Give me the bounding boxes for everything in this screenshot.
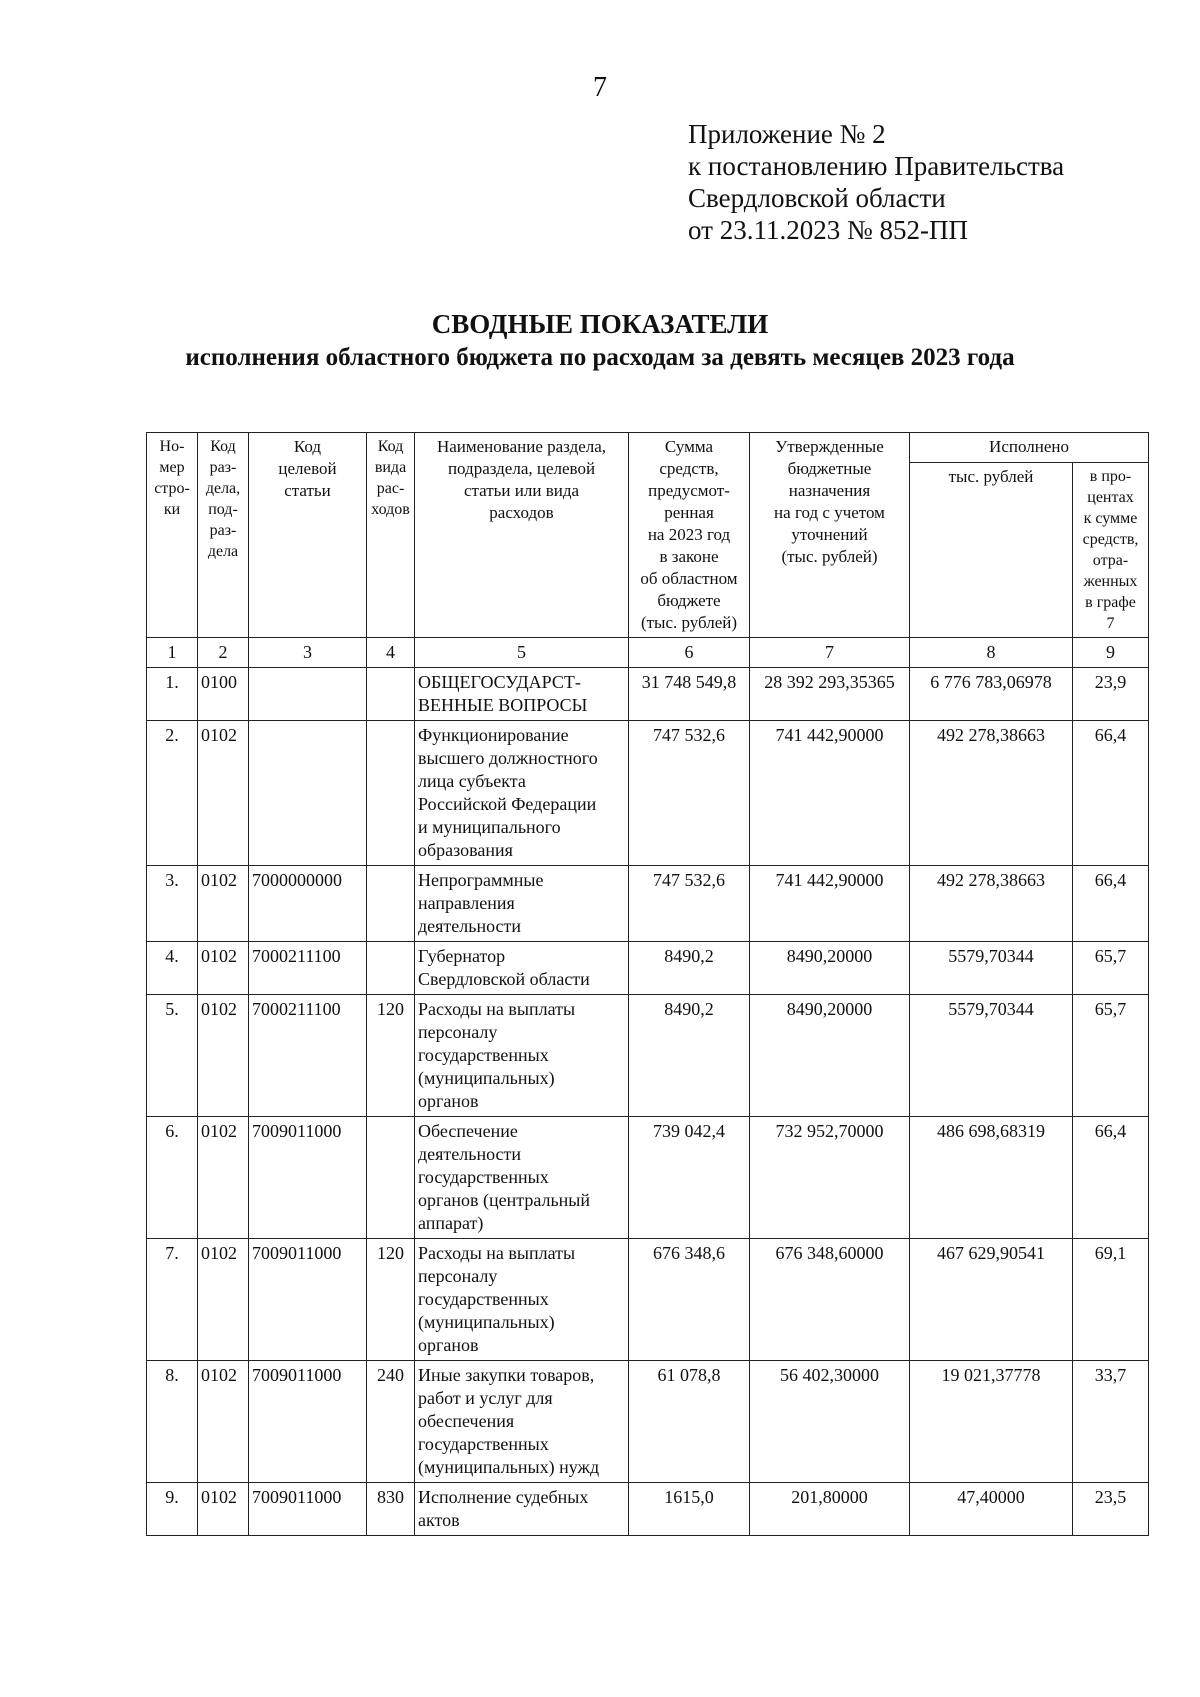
cell-target-code: 7000211100 — [249, 942, 367, 995]
cell-percent: 33,7 — [1073, 1361, 1149, 1483]
cell-name: ОБЩЕГОСУДАРСТ- ВЕННЫЕ ВОПРОСЫ — [415, 668, 629, 721]
cell-name: Исполнение судебных актов — [415, 1483, 629, 1536]
cell-expense-type: 120 — [367, 995, 415, 1117]
cell-expense-type: 120 — [367, 1239, 415, 1361]
cell-target-code: 7000000000 — [249, 866, 367, 942]
cell-percent: 23,9 — [1073, 668, 1149, 721]
cell-expense-type — [367, 721, 415, 866]
column-number: 5 — [415, 638, 629, 668]
cell-section-code: 0102 — [198, 1361, 249, 1483]
header-executed-thousands — [910, 463, 1073, 638]
cell-section-code: 0100 — [198, 668, 249, 721]
cell-row-number: 9. — [147, 1483, 198, 1536]
cell-executed: 5579,70344 — [910, 942, 1073, 995]
cell-expense-type — [367, 942, 415, 995]
header-text: Код вида рас- ходов — [371, 438, 410, 518]
table-row — [147, 995, 1149, 1117]
document-title: СВОДНЫЕ ПОКАЗАТЕЛИ — [431, 309, 769, 339]
header-text: тыс. рублей — [948, 467, 1034, 486]
cell-row-number: 1. — [147, 668, 198, 721]
header-text: Исполнено — [989, 437, 1069, 456]
cell-executed: 492 278,38663 — [910, 721, 1073, 866]
appendix-block — [688, 118, 1064, 246]
cell-law-sum: 676 348,6 — [629, 1239, 750, 1361]
header-expense-type — [367, 433, 415, 638]
column-number: 4 — [367, 638, 415, 668]
cell-section-code: 0102 — [198, 721, 249, 866]
cell-approved: 8490,20000 — [750, 942, 910, 995]
cell-law-sum: 1615,0 — [629, 1483, 750, 1536]
header-text: в про- центах к сумме средств, отра- женных в графе 7 — [1082, 468, 1139, 632]
column-numbers-row — [147, 638, 1149, 668]
header-executed — [910, 433, 1149, 463]
cell-law-sum: 8490,2 — [629, 942, 750, 995]
cell-percent: 66,4 — [1073, 1117, 1149, 1239]
cell-row-number: 4. — [147, 942, 198, 995]
cell-approved: 741 442,90000 — [750, 721, 910, 866]
cell-row-number: 7. — [147, 1239, 198, 1361]
header-name — [415, 433, 629, 638]
cell-approved: 741 442,90000 — [750, 866, 910, 942]
cell-law-sum: 739 042,4 — [629, 1117, 750, 1239]
column-number: 1 — [147, 638, 198, 668]
cell-row-number: 3. — [147, 866, 198, 942]
cell-executed: 486 698,68319 — [910, 1117, 1073, 1239]
cell-expense-type — [367, 1117, 415, 1239]
cell-percent: 65,7 — [1073, 942, 1149, 995]
table-row — [147, 1117, 1149, 1239]
appendix-line: Приложение № 2 — [688, 119, 886, 149]
cell-name: Непрограммные направления деятельности — [415, 866, 629, 942]
cell-name: Губернатор Свердловской области — [415, 942, 629, 995]
header-executed-percent — [1073, 463, 1149, 638]
cell-expense-type — [367, 866, 415, 942]
table-row — [147, 1361, 1149, 1483]
cell-row-number: 6. — [147, 1117, 198, 1239]
table-row — [147, 1239, 1149, 1361]
column-number: 2 — [198, 638, 249, 668]
cell-percent: 23,5 — [1073, 1483, 1149, 1536]
cell-executed: 47,40000 — [910, 1483, 1073, 1536]
cell-target-code: 7000211100 — [249, 995, 367, 1117]
cell-executed: 5579,70344 — [910, 995, 1073, 1117]
cell-expense-type: 240 — [367, 1361, 415, 1483]
header-law-sum — [629, 433, 750, 638]
column-number: 8 — [910, 638, 1073, 668]
header-approved — [750, 433, 910, 638]
cell-percent: 65,7 — [1073, 995, 1149, 1117]
cell-target-code: 7009011000 — [249, 1483, 367, 1536]
cell-approved: 8490,20000 — [750, 995, 910, 1117]
cell-approved: 732 952,70000 — [750, 1117, 910, 1239]
cell-percent: 66,4 — [1073, 721, 1149, 866]
cell-executed: 19 021,37778 — [910, 1361, 1073, 1483]
cell-row-number: 2. — [147, 721, 198, 866]
cell-law-sum: 31 748 549,8 — [629, 668, 750, 721]
budget-table — [146, 432, 1149, 1536]
cell-percent: 66,4 — [1073, 866, 1149, 942]
header-text: Сумма средств, предусмот- ренная на 2023 год в законе об областном бюджете (тыс. рублей) — [640, 437, 738, 632]
cell-name: Расходы на выплаты персоналу государственных (муниципальных) органов — [415, 995, 629, 1117]
cell-law-sum: 747 532,6 — [629, 866, 750, 942]
header-text: Код целевой статьи — [278, 437, 337, 500]
cell-target-code — [249, 668, 367, 721]
cell-row-number: 5. — [147, 995, 198, 1117]
cell-law-sum: 8490,2 — [629, 995, 750, 1117]
cell-name: Расходы на выплаты персоналу государственных (муниципальных) органов — [415, 1239, 629, 1361]
page-number: 7 — [593, 72, 607, 103]
cell-approved: 56 402,30000 — [750, 1361, 910, 1483]
column-number: 3 — [249, 638, 367, 668]
header-text: Код раз- дела, под- раз- дела — [205, 438, 241, 560]
cell-row-number: 8. — [147, 1361, 198, 1483]
cell-section-code: 0102 — [198, 942, 249, 995]
column-number: 7 — [750, 638, 910, 668]
appendix-line: Свердловской области — [688, 183, 946, 213]
header-text: Утвержденные бюджетные назначения на год с учетом уточнений (тыс. рублей) — [774, 437, 885, 566]
document-subtitle: исполнения областного бюджета по расходам за девять месяцев 2023 года — [185, 344, 1015, 371]
cell-target-code — [249, 721, 367, 866]
cell-section-code: 0102 — [198, 1483, 249, 1536]
cell-expense-type: 830 — [367, 1483, 415, 1536]
cell-target-code: 7009011000 — [249, 1361, 367, 1483]
cell-expense-type — [367, 668, 415, 721]
table-body — [147, 638, 1149, 1536]
cell-executed: 6 776 783,06978 — [910, 668, 1073, 721]
cell-executed: 467 629,90541 — [910, 1239, 1073, 1361]
cell-section-code: 0102 — [198, 995, 249, 1117]
header-target-code — [249, 433, 367, 638]
cell-section-code: 0102 — [198, 866, 249, 942]
header-row-number — [147, 433, 198, 638]
cell-executed: 492 278,38663 — [910, 866, 1073, 942]
cell-approved: 201,80000 — [750, 1483, 910, 1536]
cell-approved: 676 348,60000 — [750, 1239, 910, 1361]
table-row — [147, 668, 1149, 721]
cell-approved: 28 392 293,35365 — [750, 668, 910, 721]
table-row — [147, 1483, 1149, 1536]
table-row — [147, 721, 1149, 866]
header-text: Но- мер стро- ки — [154, 438, 190, 518]
header-section-code — [198, 433, 249, 638]
column-number: 6 — [629, 638, 750, 668]
cell-percent: 69,1 — [1073, 1239, 1149, 1361]
cell-name: Функционирование высшего должностного лица субъекта Российской Федерации и муниципального образования — [415, 721, 629, 866]
cell-target-code: 7009011000 — [249, 1239, 367, 1361]
column-number: 9 — [1073, 638, 1149, 668]
cell-name: Обеспечение деятельности государственных органов (центральный аппарат) — [415, 1117, 629, 1239]
cell-law-sum: 747 532,6 — [629, 721, 750, 866]
cell-name: Иные закупки товаров, работ и услуг для обеспечения государственных (муниципальных) нужд — [415, 1361, 629, 1483]
cell-target-code: 7009011000 — [249, 1117, 367, 1239]
header-text: Наименование раздела, подраздела, целевой статьи или вида расходов — [436, 437, 607, 522]
table-header — [147, 433, 1149, 638]
appendix-line: к постановлению Правительства — [688, 151, 1065, 181]
appendix-line: от 23.11.2023 № 852-ПП — [688, 215, 968, 245]
cell-section-code: 0102 — [198, 1117, 249, 1239]
cell-law-sum: 61 078,8 — [629, 1361, 750, 1483]
table-row — [147, 866, 1149, 942]
cell-section-code: 0102 — [198, 1239, 249, 1361]
table-row — [147, 942, 1149, 995]
